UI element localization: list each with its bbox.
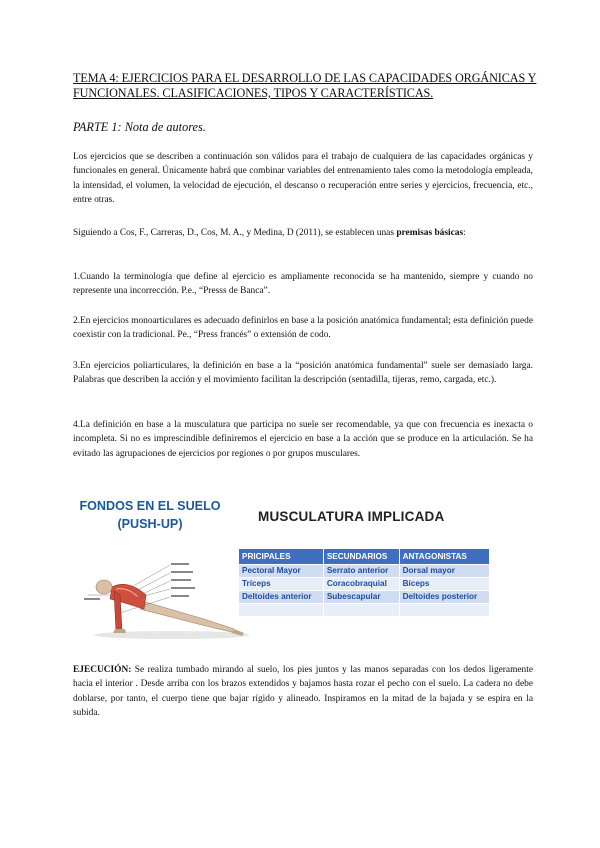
citation-text: Siguiendo a Cos, F., Carreras, D., Cos, M. A., y Medina, D (2011), se establecen unas [73,228,397,238]
table-header-row [239,549,490,565]
premise-3: 3.En ejercicios poliarticulares, la definición en base a la “posición anatómica fundamental” suele ser demasiado larga. Palabras que describen la acción y el movimiento facilitan la descripción (sentadilla, tijeras, remo, cargada, etc.). [73,361,533,386]
citation-paragraph [73,226,533,240]
intro-paragraph: Los ejercicios que se describen a continuación son válidos para el trabajo de cualquiera de las capacidades orgánicas y funcionales en general. Únicamente habrá que combinar variables del entrenamiento tales como la metodología empleada, la intensidad, el volumen, la velocidad de ejecución, el descanso o recuperación entre series y ejercicios, frecuencia, etc., entre otras. [73,152,533,206]
header-secundarios: SECUNDARIOS [323,549,399,565]
exercise-name-line2: (PUSH-UP) [117,517,183,531]
table-cell [399,604,489,617]
table-cell: Deltoides anterior [239,591,324,604]
citation-bold: premisas básicas [396,228,464,238]
execution-text: Se realiza tumbado mirando al suelo, los pies juntos y las manos separadas con los dedos ligeramente hacia el interior . Desde arriba con los brazos extendidos y bajamos hasta rozar el pecho con el suelo. La cadera no debe doblarse, por tanto, el cuerpo tiene que bajar rígido y alineado. Inspiramos en la mitad de la bajada y se espira en la subida. [73,665,533,719]
part-heading: PARTE 1: Nota de autores. [73,120,206,134]
table-cell [323,604,399,617]
pushup-illustration [84,543,249,641]
execution-paragraph [73,663,533,721]
table-row [239,604,490,617]
premise-2: 2.En ejercicios monoarticulares es adecuado definirlos en base a la posición anatómica fundamental; esta definición puede coexistir con la tradicional. Pe., “Press francés” o extensión de codo. [73,316,533,341]
table-row [239,578,490,591]
table-cell: Dorsal mayor [399,565,489,578]
table-cell [239,604,324,617]
table-cell: Tríceps [239,578,324,591]
header-principales: PRICIPALES [239,549,324,565]
table-row [239,591,490,604]
exercise-figure [66,495,536,645]
premise-4: 4.La definición en base a la musculatura que participa no suele ser recomendable, ya que con frecuencia es inexacta o incompleta. Si no es imprescindible definiremos el ejercicio en base a la acción que se produce en la articulación. Se ha evitado las agrupaciones de ejercicios por regiones o por grupos musculares. [73,420,533,459]
table-cell: Coracobraquial [323,578,399,591]
muscles-title: MUSCULATURA IMPLICADA [258,509,445,524]
table-cell: Subescapular [323,591,399,604]
table-cell: Serrato anterior [323,565,399,578]
table-cell: Deltoides posterior [399,591,489,604]
citation-end: : [463,228,466,238]
table-row [239,565,490,578]
exercise-name-line1: FONDOS EN EL SUELO [79,499,221,513]
table-cell: Pectoral Mayor [239,565,324,578]
muscles-table [238,548,490,617]
document-title: TEMA 4: EJERCICIOS PARA EL DESARROLLO DE LAS CAPACIDADES ORGÁNICAS Y FUNCIONALES. CLASIFICACIONES, TIPOS Y CARACTERÍSTICAS. [73,71,537,100]
table-cell: Bíceps [399,578,489,591]
execution-label: EJECUCIÓN: [73,665,132,675]
header-antagonistas: ANTAGONISTAS [399,549,489,565]
premise-1: 1.Cuando la terminología que define al ejercicio es ampliamente reconocida se ha mantenido, siempre y cuando no represente una incorrección. P.e., “Presss de Banca”. [73,272,533,297]
